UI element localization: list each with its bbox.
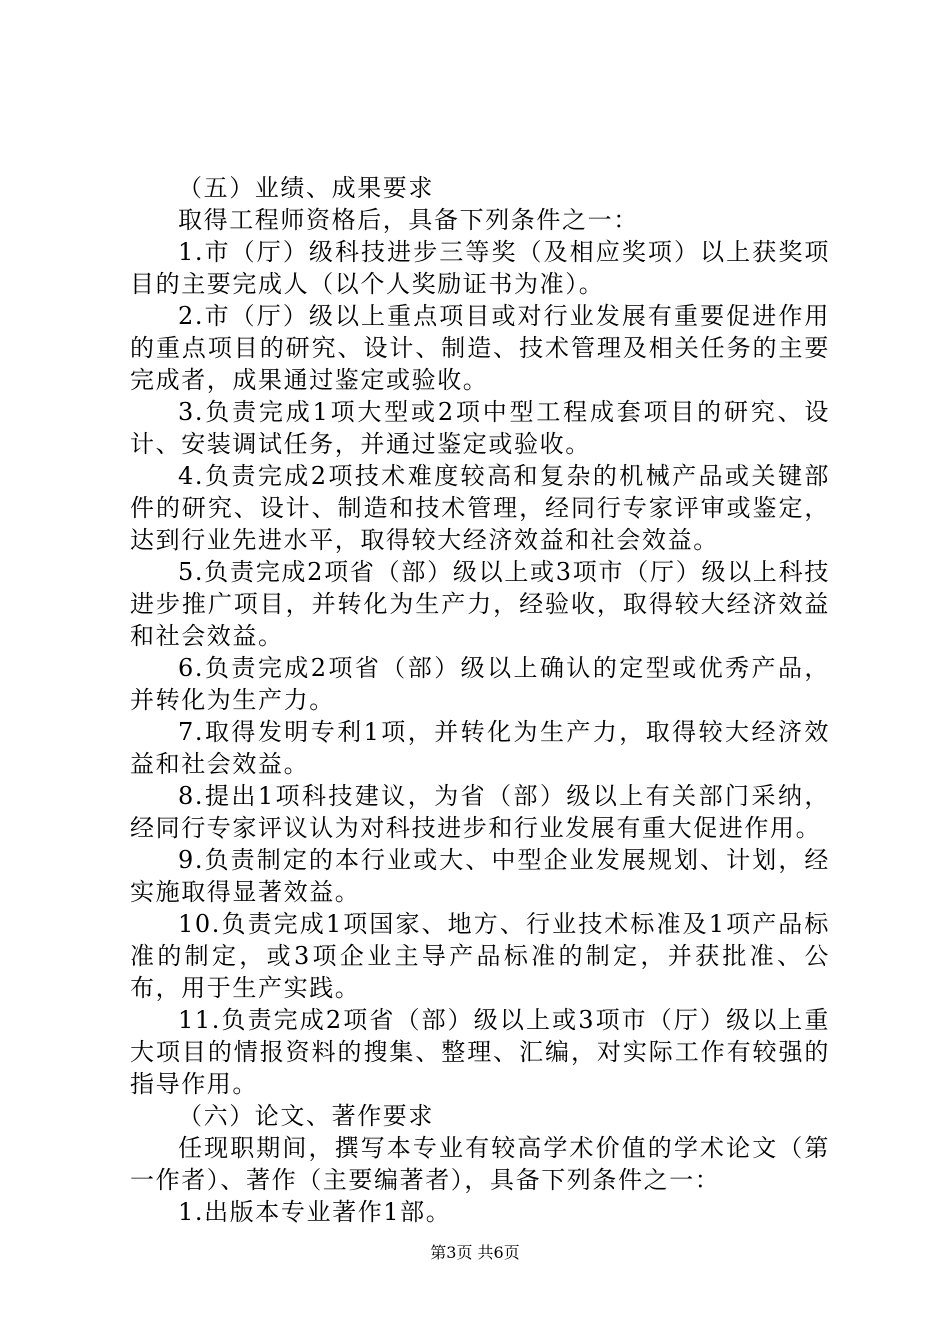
list-item: 4.负责完成2项技术难度较高和复杂的机械产品或关键部件的研究、设计、制造和技术管理，经同行专家评审或鉴定，达到行业先进水平，取得较大经济效益和社会效益。 bbox=[130, 462, 830, 554]
list-item: 1.市（厅）级科技进步三等奖（及相应奖项）以上获奖项目的主要完成人（以个人奖励证书为准）。 bbox=[130, 238, 830, 298]
list-item: 3.负责完成1项大型或2项中型工程成套项目的研究、设计、安装调试任务，并通过鉴定或验收。 bbox=[130, 398, 830, 458]
page-footer bbox=[0, 1243, 950, 1263]
list-item: 7.取得发明专利1项，并转化为生产力，取得较大经济效益和社会效益。 bbox=[130, 718, 830, 778]
list-item: 2.市（厅）级以上重点项目或对行业发展有重要促进作用的重点项目的研究、设计、制造、技术管理及相关任务的主要完成者，成果通过鉴定或验收。 bbox=[130, 302, 830, 394]
list-item: 8.提出1项科技建议，为省（部）级以上有关部门采纳，经同行专家评议认为对科技进步和行业发展有重大促进作用。 bbox=[130, 782, 830, 842]
list-item: 11.负责完成2项省（部）级以上或3项市（厅）级以上重大项目的情报资料的搜集、整理、汇编，对实际工作有较强的指导作用。 bbox=[130, 1006, 830, 1098]
list-item: 9.负责制定的本行业或大、中型企业发展规划、计划，经实施取得显著效益。 bbox=[130, 846, 830, 906]
list-item: 5.负责完成2项省（部）级以上或3项市（厅）级以上科技进步推广项目，并转化为生产力，经验收，取得较大经济效益和社会效益。 bbox=[130, 558, 830, 650]
section-heading-papers: （六）论文、著作要求 bbox=[178, 1102, 434, 1130]
list-item: 6.负责完成2项省（部）级以上确认的定型或优秀产品，并转化为生产力。 bbox=[130, 654, 830, 714]
section-heading-achievements: （五）业绩、成果要求 bbox=[178, 174, 434, 202]
paragraph: 取得工程师资格后，具备下列条件之一： bbox=[178, 206, 639, 234]
list-item: 10.负责完成1项国家、地方、行业技术标准及1项产品标准的制定，或3项企业主导产品标准的制定，并获批准、公布，用于生产实践。 bbox=[130, 910, 830, 1002]
page-indicator: 第3页 共6页 bbox=[430, 1243, 520, 1262]
list-item: 1.出版本专业著作1部。 bbox=[178, 1198, 452, 1226]
paragraph: 任现职期间，撰写本专业有较高学术价值的学术论文（第一作者）、著作（主要编著者），具备下列条件之一： bbox=[130, 1134, 830, 1194]
document-body bbox=[130, 172, 830, 1228]
